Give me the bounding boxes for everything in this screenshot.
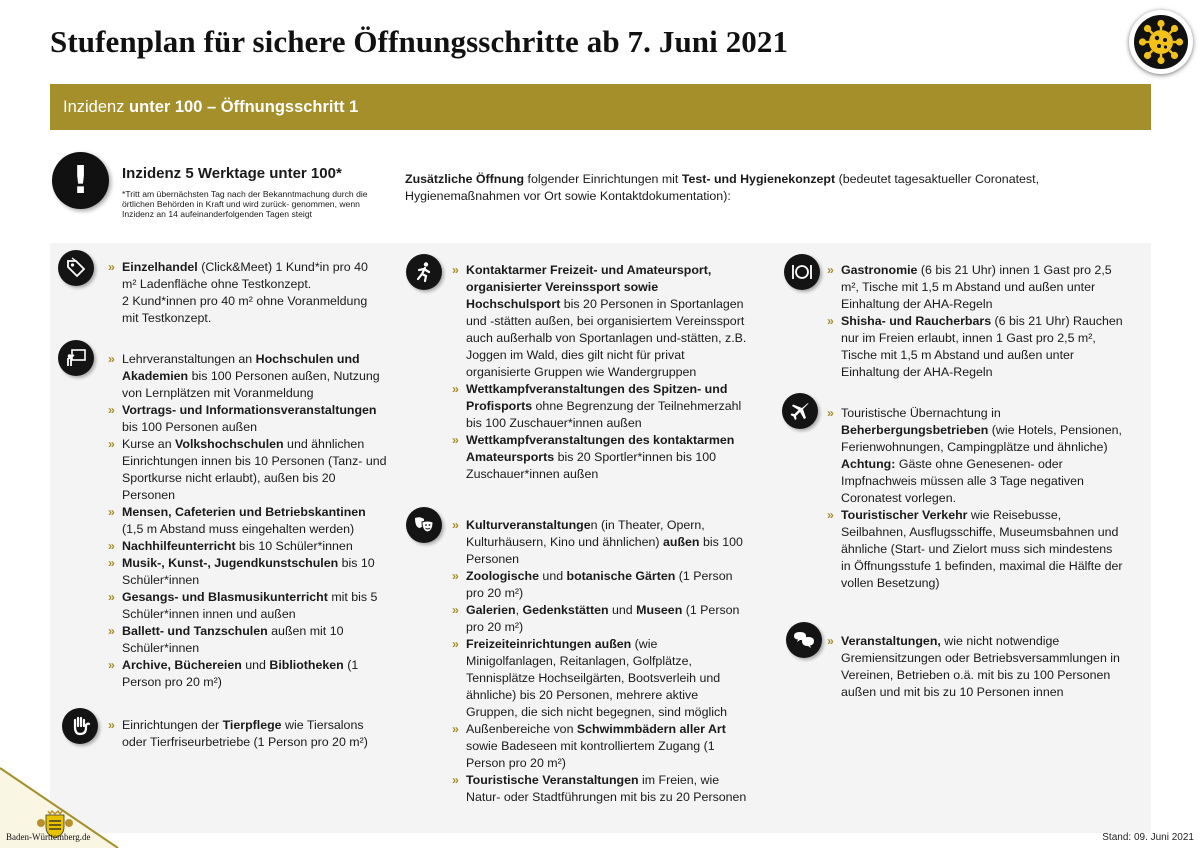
list-item: » Kurse an Volkshochschulen und ähnlichen Einrichtungen innen bis 10 Personen (Tanz- und Sportkurse nicht erlaubt), außen bis 20 Personen (108, 436, 390, 504)
date-stamp: Stand: 09. Juni 2021 (1102, 832, 1194, 843)
airplane-icon (782, 393, 818, 429)
list-item: » Nachhilfeunterricht bis 10 Schüler*innen (108, 538, 390, 555)
list-item: » Musik-, Kunst-, Jugendkunstschulen bis 10 Schüler*innen (108, 555, 390, 589)
logo-text: Baden-Württemberg.de (6, 832, 91, 842)
list-item: » Vortrags- und Informationsveranstaltungen bis 100 Personen außen (108, 402, 390, 436)
intro-text: Zusätzliche Öffnung folgender Einrichtungen mit Test- und Hygienekonzept (bedeutet tagesaktueller Coronatest, Hygienemaßnahmen vor Ort sowie Kontaktdokumentation): (405, 172, 1040, 203)
list-item: » Wettkampfveranstaltungen des kontaktarmen Amateursports bis 20 Sportler*innen bis 100 Zuschauer*innen außen (452, 432, 748, 483)
incidence-heading: Inzidenz 5 Werktage unter 100* (122, 165, 342, 182)
list-kultur (452, 517, 748, 806)
list-item: » Einrichtungen der Tierpflege wie Tiersalons oder Tierfriseurbetriebe (1 Person pro 20 m²) (108, 717, 390, 751)
list-item: » Touristische Veranstaltungen im Freien, wie Natur- oder Stadtführungen mit bis zu 20 Personen (452, 772, 748, 806)
exclamation-icon: ! (52, 152, 109, 209)
hand-icon (62, 708, 98, 744)
speech-bubbles-icon (786, 622, 822, 658)
list-item: » Galerien, Gedenkstätten und Museen (1 Person pro 20 m²) (452, 602, 748, 636)
page-title: Stufenplan für sichere Öffnungsschritte ab 7. Juni 2021 (50, 24, 789, 59)
list-einzelhandel (108, 259, 370, 327)
list-sport (452, 262, 748, 483)
list-tierpflege (108, 717, 390, 751)
list-item: » Veranstaltungen, wie nicht notwendige Gremiensitzungen oder Betriebsversammlungen in Vereinen, Betrieben o.ä. mit bis zu 100 Personen außen und mit bis zu 10 Personen innen (827, 633, 1137, 701)
list-veranstaltungen (827, 633, 1137, 701)
corona-virus-icon (1129, 10, 1193, 74)
list-item: » Mensen, Cafeterien und Betriebskantinen (1,5 m Abstand muss eingehalten werden) (108, 504, 390, 538)
list-item: » Archive, Büchereien und Bibliotheken (1 Person pro 20 m²) (108, 657, 390, 691)
list-gastronomie (827, 262, 1123, 381)
list-item: » Einzelhandel (Click&Meet) 1 Kund*in pro 40 m² Ladenfläche ohne Testkonzept. (108, 259, 370, 293)
list-tourismus (827, 405, 1123, 592)
list-item: » Ballett- und Tanzschulen außen mit 10 Schüler*innen (108, 623, 390, 657)
list-item: » Außenbereiche von Schwimmbädern aller Art sowie Badeseen mit kontrolliertem Zugang (1 Person pro 20 m²) (452, 721, 748, 772)
list-item: » Zoologische und botanische Gärten (1 Person pro 20 m²) (452, 568, 748, 602)
list-item: » Lehrveranstaltungen an Hochschulen und Akademien bis 100 Personen außen, Nutzung von Lernplätzen mit Voranmeldung (108, 351, 390, 402)
list-item: Achtung: Gäste ohne Genesenen- oder Impfnachweis müssen alle 3 Tage negativen Coronatest vorlegen. (841, 457, 1084, 505)
price-tag-icon (58, 250, 94, 286)
incidence-footnote: *Tritt am übernächsten Tag nach der Bekanntmachung durch die örtlichen Behörden in Kraft und wird zurück- genommen, wenn Inzidenz an 14 aufeinanderfolgenden Tagen steigt (122, 189, 368, 220)
incidence-banner: Inzidenz unter 100 – Öffnungsschritt 1 (50, 84, 1151, 130)
list-bildung (108, 351, 390, 691)
list-item: » Kulturveranstaltungen (in Theater, Opern, Kulturhäusern, Kino und ähnlichen) außen bis 100 Personen (452, 517, 748, 568)
list-item: 2 Kund*innen pro 40 m² ohne Voranmeldung mit Testkonzept. (122, 294, 368, 325)
running-person-icon (406, 254, 442, 290)
list-item: » Wettkampfveranstaltungen des Spitzen- und Profisports ohne Begrenzung der Teilnehmerzahl bis 100 Zuschauer*innen außen (452, 381, 748, 432)
list-item: » Shisha- und Raucherbars (6 bis 21 Uhr) Rauchen nur im Freien erlaubt, innen 1 Gast pro 2,5 m², Tische mit 1,5 m Abstand und außen unter Einhaltung der AHA-Regeln (827, 313, 1123, 381)
plate-cutlery-icon (784, 254, 820, 290)
list-item: » Gesangs- und Blasmusikunterricht mit bis 5 Schüler*innen innen und außen (108, 589, 390, 623)
theater-masks-icon (406, 507, 442, 543)
list-item: » Freizeiteinrichtungen außen (wie Minigolfanlagen, Reitanlagen, Golfplätze, Tennisplätze Hochseilgärten, Bootsverleih und ähnliche) bis 20 Personen, mehrere aktive Gruppen, die sich nicht begegnen, sind möglich (452, 636, 748, 721)
list-item: » Kontaktarmer Freizeit- und Amateursport, organisierter Vereinssport sowie Hochschulsport bis 20 Personen in Sportanlagen und -stätten außen, bei organisiertem Vereinssport auch außerhalb von Sportanlagen und-stätten, z.B. Joggen im Wald, dies gilt nicht für privat organisierte Gruppen wie Wandergruppen (452, 262, 748, 381)
list-item: » Touristischer Verkehr wie Reisebusse, Seilbahnen, Ausflugsschiffe, Museumsbahnen und ähnliche (Start- und Zielort muss sich mindestens in Öffnungsstufe 1 befinden, maximal die Hälfte der vollen Besetzung) (827, 507, 1123, 592)
list-item: » Gastronomie (6 bis 21 Uhr) innen 1 Gast pro 2,5 m², Tische mit 1,5 m Abstand und außen unter Einhaltung der AHA-Regeln (827, 262, 1123, 313)
list-item: » Touristische Übernachtung in Beherbergungsbetrieben (wie Hotels, Pensionen, Ferienwohnungen, Campingplätze und ähnliche) (827, 405, 1123, 456)
lecture-icon (58, 340, 94, 376)
